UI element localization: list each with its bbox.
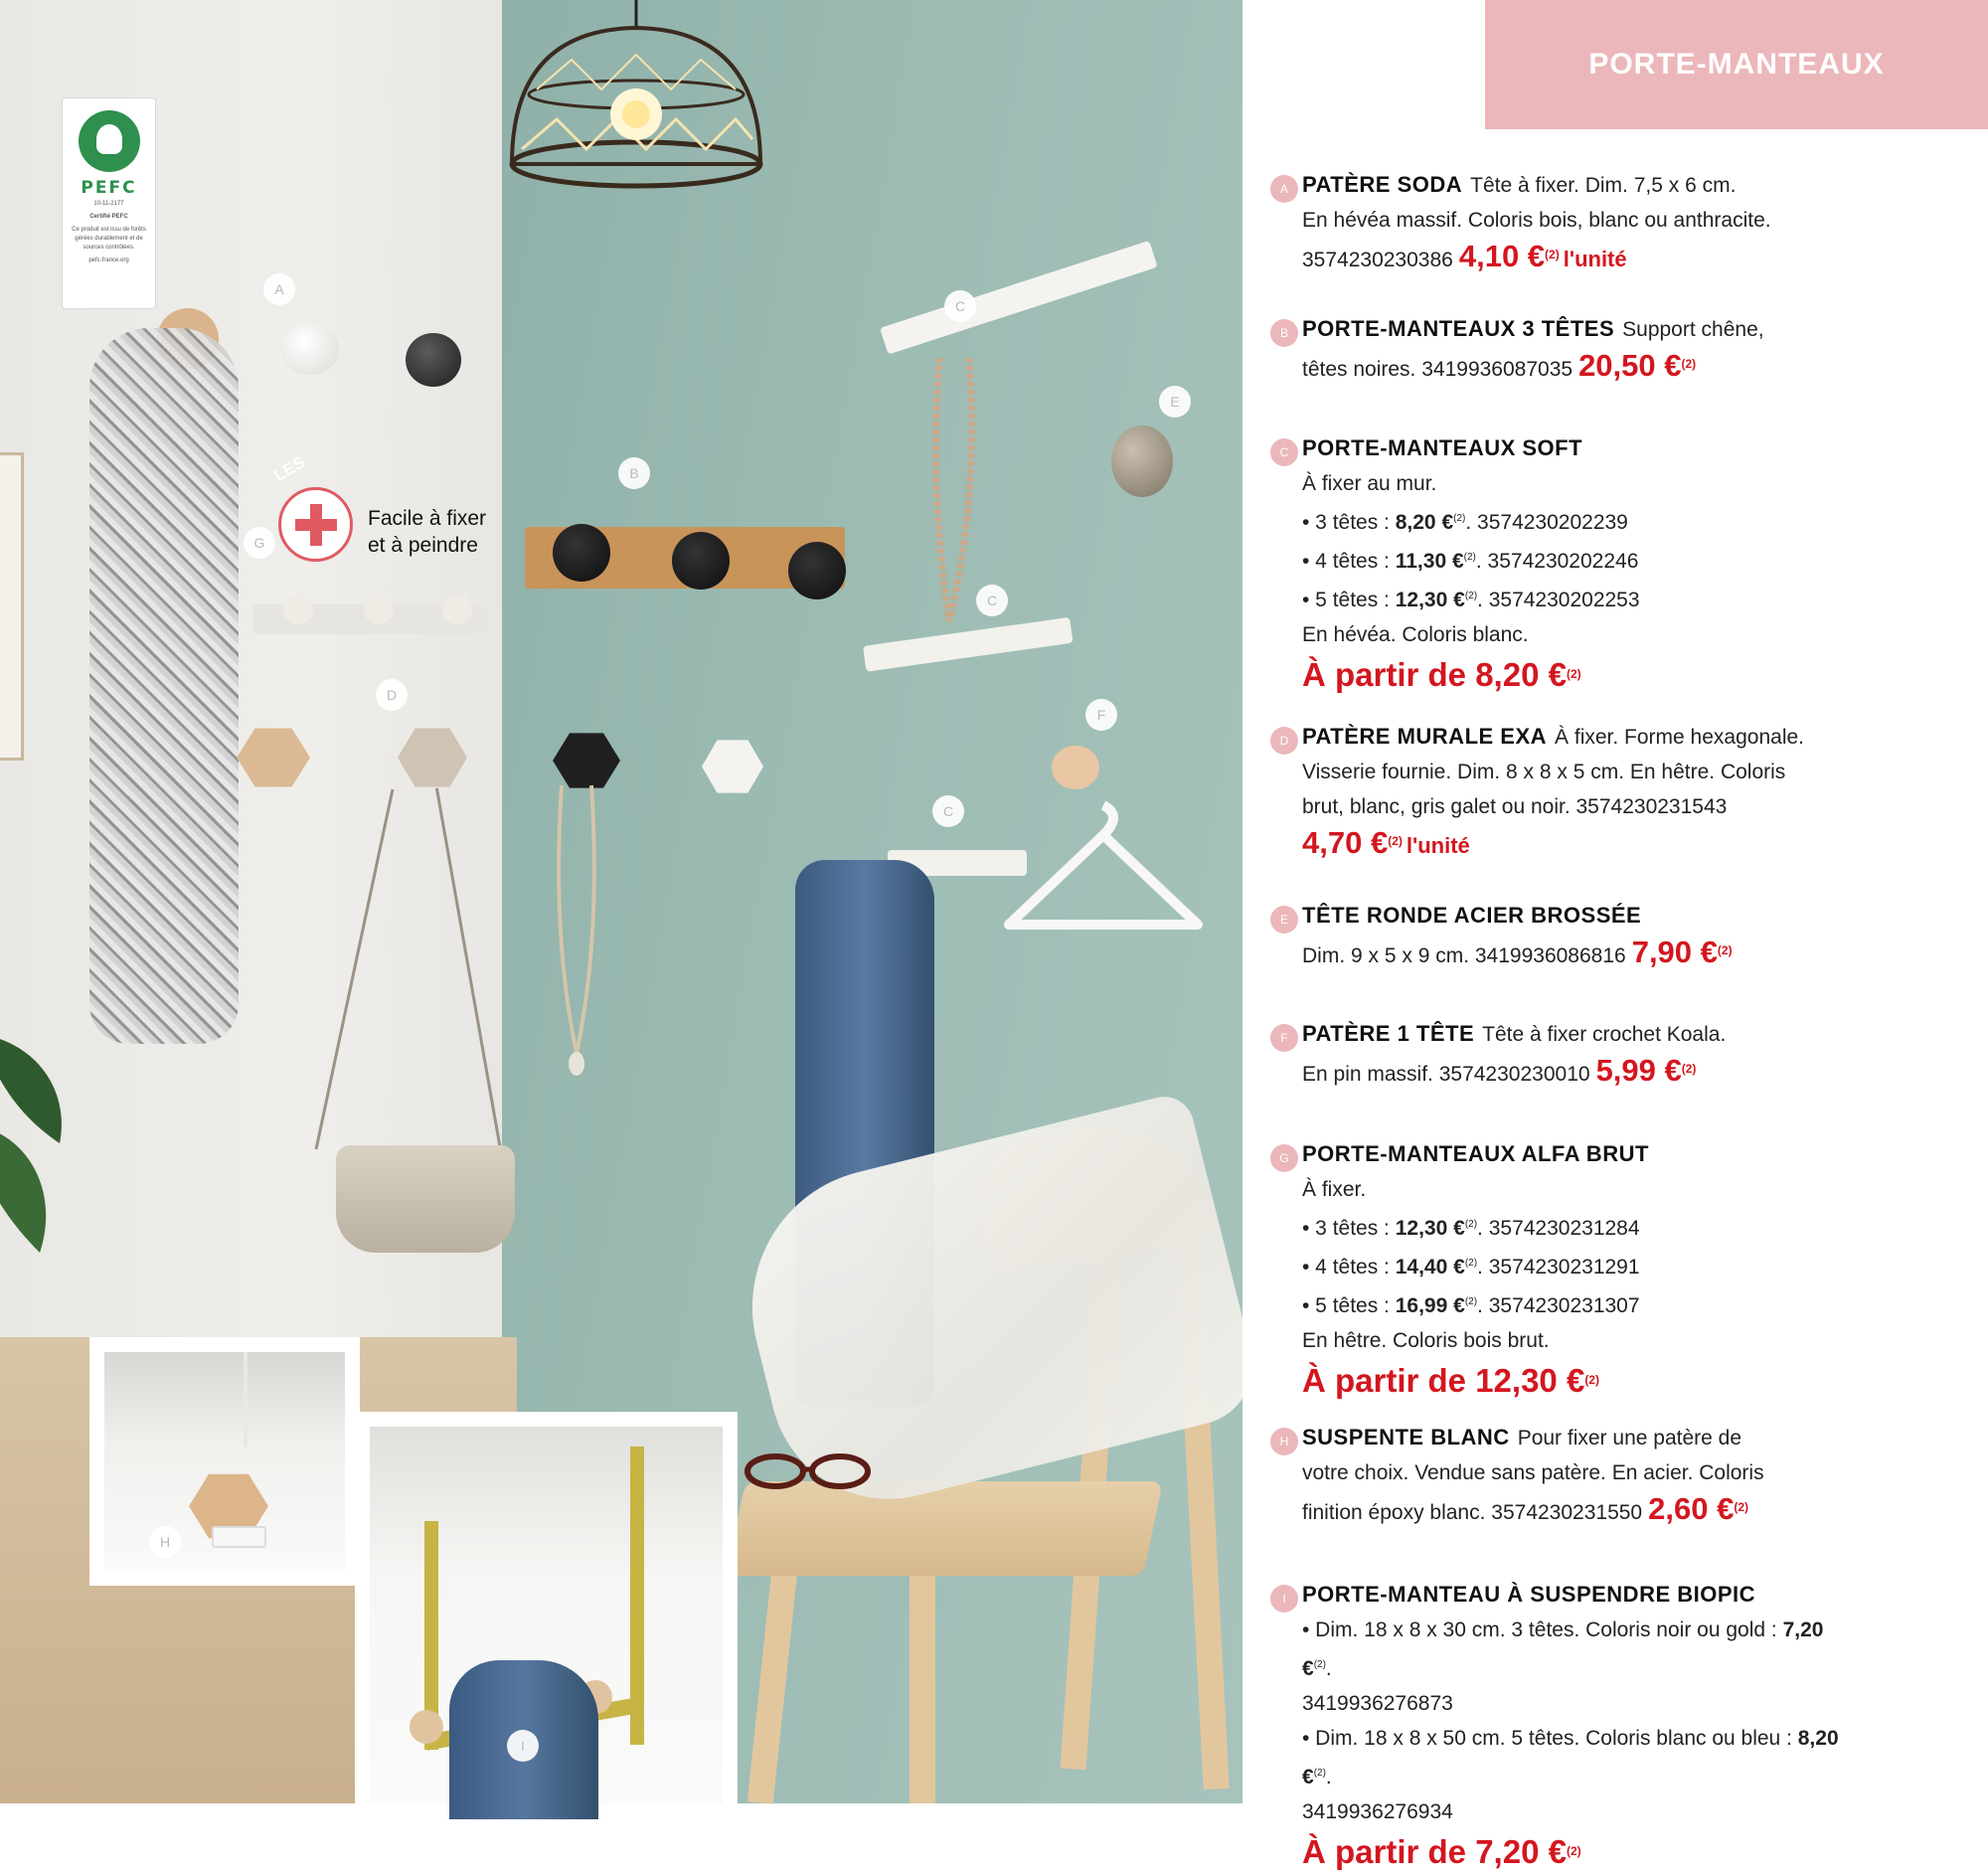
from-price: À partir de 8,20 € [1302, 656, 1567, 693]
product-ref: 3574230230386 [1302, 249, 1453, 271]
black-head [788, 542, 846, 599]
product-desc: Support chêne, [1622, 318, 1764, 341]
product-option: • Dim. 18 x 8 x 30 cm. 3 têtes. Coloris noir ou gold : 7,20 €$^{(2)}$. [1302, 1619, 1824, 1680]
marker-c: C [932, 795, 964, 827]
product-option: • 4 têtes : 11,30 €$^{(2)}$. 3574230202246 [1302, 550, 1639, 573]
product-text-column [1242, 0, 1988, 1870]
product-price: 20,50 € [1578, 348, 1682, 383]
product-name: PATÈRE MURALE EXA [1302, 724, 1548, 749]
product-option: • Dim. 18 x 8 x 50 cm. 5 têtes. Coloris blanc ou bleu : 8,20 €$^{(2)}$. [1302, 1727, 1839, 1789]
product-entry [1280, 1016, 1859, 1092]
product-desc: Pour fixer une patère de [1517, 1427, 1741, 1449]
product-name: SUSPENTE BLANC [1302, 1425, 1510, 1449]
product-entry [1282, 1577, 1859, 1875]
product-entry [1279, 719, 1859, 864]
brushed-steel-knob [1111, 426, 1173, 497]
product-desc: Tête à fixer crochet Koala. [1482, 1023, 1727, 1046]
product-desc: À fixer au mur. [1302, 472, 1437, 495]
product-desc: brut, blanc, gris galet ou noir. 3574230231543 [1302, 795, 1728, 818]
plus-icon [278, 487, 353, 562]
pefc-text: Ce produit est issu de forêts gérées durablement et de sources contrôlées. [72, 227, 146, 251]
marker-b: B [618, 457, 650, 489]
product-letter: D [1270, 727, 1298, 755]
product-name: PORTE-MANTEAU À SUSPENDRE BIOPIC [1302, 1582, 1756, 1607]
product-name: PORTE-MANTEAUX 3 TÊTES [1302, 316, 1615, 341]
pefc-url: pefc-france.org [88, 257, 129, 263]
scarf [89, 328, 239, 1044]
rack-peg [364, 595, 394, 624]
anthracite-knob [406, 333, 461, 387]
pefc-name: PEFC [81, 178, 137, 198]
product-option: • 3 têtes : 12,30 €$^{(2)}$. 3574230231284 [1302, 1217, 1640, 1240]
marker-c: C [976, 585, 1008, 616]
product-desc: En hêtre. Coloris bois brut. [1302, 1329, 1550, 1352]
product-price: 2,60 € [1648, 1491, 1735, 1526]
price-unit: l'unité [1406, 833, 1470, 858]
product-option: • 4 têtes : 14,40 €$^{(2)}$. 3574230231291 [1302, 1256, 1640, 1278]
product-price: 4,10 € [1458, 239, 1546, 273]
beaded-necklace [924, 358, 984, 626]
product-letter: F [1270, 1024, 1298, 1052]
product-desc: À fixer. Forme hexagonale. [1555, 726, 1804, 749]
chair-seat [726, 1481, 1163, 1576]
price-note: (2) [1566, 667, 1581, 681]
product-entry [1279, 1420, 1859, 1530]
necklace [552, 785, 601, 1084]
product-letter: B [1270, 319, 1298, 347]
product-price: 7,90 € [1631, 935, 1718, 969]
price-note: (2) [1717, 943, 1733, 957]
clothes-hanger [1004, 805, 1203, 954]
product-entry [1279, 898, 1859, 973]
product-name: PATÈRE SODA [1302, 172, 1463, 197]
koala-hook [1052, 746, 1099, 789]
product-desc: En hévéa. Coloris blanc. [1302, 623, 1529, 646]
product-letter: A [1270, 175, 1298, 203]
price-note: (2) [1681, 357, 1697, 371]
pefc-tree-icon [79, 110, 140, 172]
product-desc: En hévéa massif. Coloris bois, blanc ou anthracite. [1302, 209, 1771, 232]
shoulder-bag [336, 1145, 515, 1253]
black-head [672, 532, 730, 590]
product-entry [1279, 430, 1859, 698]
price-unit: l'unité [1563, 247, 1627, 271]
pefc-code: 10-11-2177 [93, 201, 124, 207]
picture-frame [0, 452, 24, 761]
product-price: 4,70 € [1302, 825, 1389, 860]
white-bracket [212, 1526, 266, 1548]
inset-suspente [89, 1337, 360, 1586]
product-name: PORTE-MANTEAUX SOFT [1302, 435, 1583, 460]
product-letter: E [1270, 906, 1298, 934]
marker-a: A [263, 273, 295, 305]
chair-leg [910, 1566, 935, 1803]
product-ref: 3419936276873 [1302, 1692, 1453, 1715]
easy-badge-text: Facile à fixer et à peindre [368, 507, 487, 557]
easy-badge-les: LES [270, 452, 309, 486]
product-option: • 3 têtes : 8,20 €$^{(2)}$. 3574230202239 [1302, 511, 1628, 534]
product-desc: Dim. 9 x 5 x 9 cm. 3419936086816 [1302, 944, 1626, 967]
product-desc: Tête à fixer. Dim. 7,5 x 6 cm. [1470, 174, 1737, 197]
product-desc: finition époxy blanc. 3574230231550 [1302, 1501, 1643, 1524]
product-name: PORTE-MANTEAUX ALFA BRUT [1302, 1141, 1649, 1166]
product-letter: C [1270, 438, 1298, 466]
marker-h: H [149, 1526, 181, 1558]
rack-peg [410, 1710, 443, 1744]
product-entry [1279, 311, 1859, 387]
product-desc: têtes noires. 3419936087035 [1302, 358, 1574, 381]
product-letter: H [1270, 1428, 1298, 1455]
marker-i: I [507, 1730, 539, 1762]
white-knob [281, 323, 339, 375]
inset-biopic [355, 1412, 738, 1803]
marker-f: F [1085, 699, 1117, 731]
product-option: • 5 têtes : 12,30 €$^{(2)}$. 3574230202253 [1302, 589, 1640, 611]
product-option: • 5 têtes : 16,99 €$^{(2)}$. 3574230231307 [1302, 1294, 1640, 1317]
marker-e: E [1159, 386, 1191, 418]
marker-d: D [376, 679, 408, 711]
price-note: (2) [1734, 1500, 1748, 1514]
product-desc: À fixer. [1302, 1178, 1367, 1201]
product-desc: En pin massif. 3574230230010 [1302, 1063, 1590, 1086]
glasses-icon [741, 1451, 880, 1491]
product-desc: Visserie fournie. Dim. 8 x 8 x 5 cm. En hêtre. Coloris [1302, 761, 1786, 783]
pefc-label [62, 97, 156, 309]
cage-pendant-lamp [482, 0, 790, 239]
plant-leaves-icon [0, 1004, 89, 1263]
product-price: 5,99 € [1595, 1053, 1682, 1088]
from-price: À partir de 7,20 € [1302, 1833, 1567, 1870]
product-entry [1279, 167, 1859, 277]
pefc-certified: Certifié PEFC [89, 214, 128, 220]
product-letter: I [1270, 1585, 1298, 1613]
product-ref: 3419936276934 [1302, 1800, 1453, 1823]
product-entry [1279, 1136, 1859, 1404]
product-name: TÊTE RONDE ACIER BROSSÉE [1302, 903, 1642, 928]
from-price: À partir de 12,30 € [1302, 1362, 1585, 1399]
product-desc: votre choix. Vendue sans patère. En acier. Coloris [1302, 1461, 1764, 1484]
rack-peg [283, 595, 313, 624]
black-head [553, 524, 610, 582]
section-title: PORTE-MANTEAUX [1588, 48, 1885, 81]
marker-c: C [944, 290, 976, 322]
product-name: PATÈRE 1 TÊTE [1302, 1021, 1475, 1046]
section-header [1485, 0, 1988, 129]
price-note: (2) [1681, 1062, 1697, 1076]
price-note: (2) [1545, 248, 1560, 261]
price-note: (2) [1388, 834, 1403, 848]
product-letter: G [1270, 1144, 1298, 1172]
rack-peg [442, 595, 472, 624]
price-note: (2) [1566, 1844, 1581, 1858]
marker-g: G [244, 527, 275, 559]
price-note: (2) [1584, 1373, 1599, 1387]
